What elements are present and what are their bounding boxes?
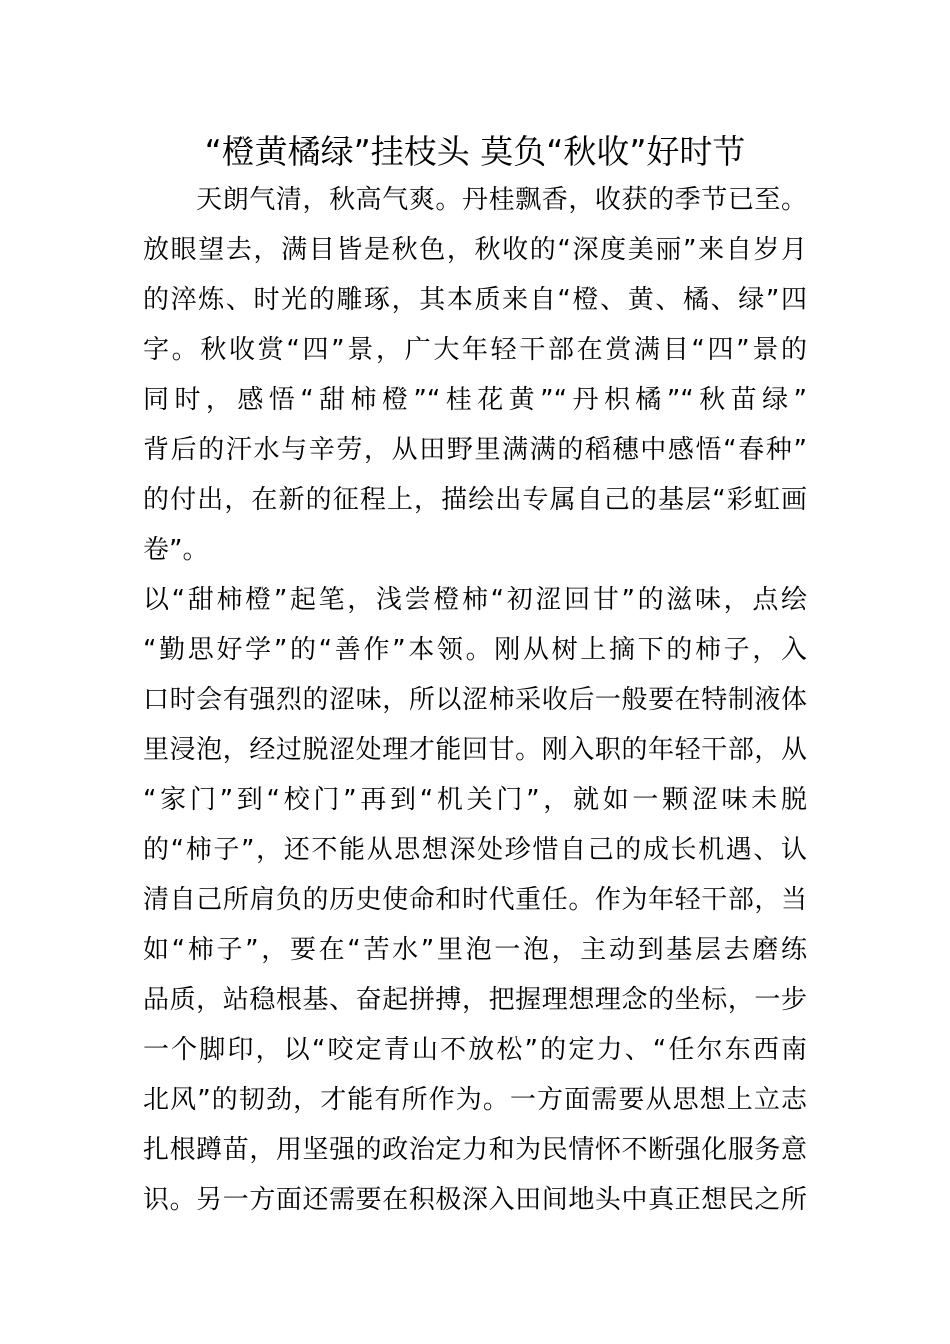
text-line: 识。另一方面还需要在积极深入田间地头中真正想民之所 — [143, 1185, 807, 1215]
text-line: 以“甜柿橙”起笔，浅尝橙柿“初涩回甘”的滋味，点绘 — [143, 585, 807, 615]
text-line: 清自己所肩负的历史使命和时代重任。作为年轻干部，当 — [143, 885, 807, 915]
text-line: 字。秋收赏“四”景，广大年轻干部在赏满目“四”景的 — [143, 335, 807, 365]
paragraph-1 — [143, 175, 807, 575]
text-line: 品质，站稳根基、奋起拼搏，把握理想理念的坐标，一步 — [143, 985, 807, 1015]
text-line: 如“柿子”，要在“苦水”里泡一泡，主动到基层去磨练 — [143, 935, 807, 965]
text-line: “家门”到“校门”再到“机关门”，就如一颗涩味未脱 — [143, 785, 807, 815]
text-line: 天朗气清，秋高气爽。丹桂飘香，收获的季节已至。 — [143, 185, 807, 215]
text-line: 北风”的韧劲，才能有所作为。一方面需要从思想上立志 — [143, 1085, 807, 1115]
document-title: “橙黄橘绿”挂枝头 莫负“秋收”好时节 — [204, 132, 746, 171]
paragraph-2 — [143, 575, 807, 1225]
text-line: 一个脚印，以“咬定青山不放松”的定力、“任尔东西南 — [143, 1035, 807, 1065]
text-line: 同时，感悟“甜柿橙”“桂花黄”“丹枳橘”“秋苗绿” — [143, 385, 807, 415]
text-line: 口时会有强烈的涩味，所以涩柿采收后一般要在特制液体 — [143, 685, 807, 715]
text-line: 放眼望去，满目皆是秋色，秋收的“深度美丽”来自岁月 — [143, 235, 807, 265]
text-line: “勤思好学”的“善作”本领。刚从树上摘下的柿子，入 — [143, 635, 807, 665]
text-line: 的淬炼、时光的雕琢，其本质来自“橙、黄、橘、绿”四 — [143, 285, 807, 315]
text-line: 的付出，在新的征程上，描绘出专属自己的基层“彩虹画 — [143, 485, 807, 515]
text-line: 的“柿子”，还不能从思想深处珍惜自己的成长机遇、认 — [143, 835, 807, 865]
text-line: 扎根蹲苗，用坚强的政治定力和为民情怀不断强化服务意 — [143, 1135, 807, 1165]
text-line: 里浸泡，经过脱涩处理才能回甘。刚入职的年轻干部，从 — [143, 735, 807, 765]
text-line: 卷”。 — [143, 535, 209, 565]
text-line: 背后的汗水与辛劳，从田野里满满的稻穗中感悟“春种” — [143, 435, 807, 465]
